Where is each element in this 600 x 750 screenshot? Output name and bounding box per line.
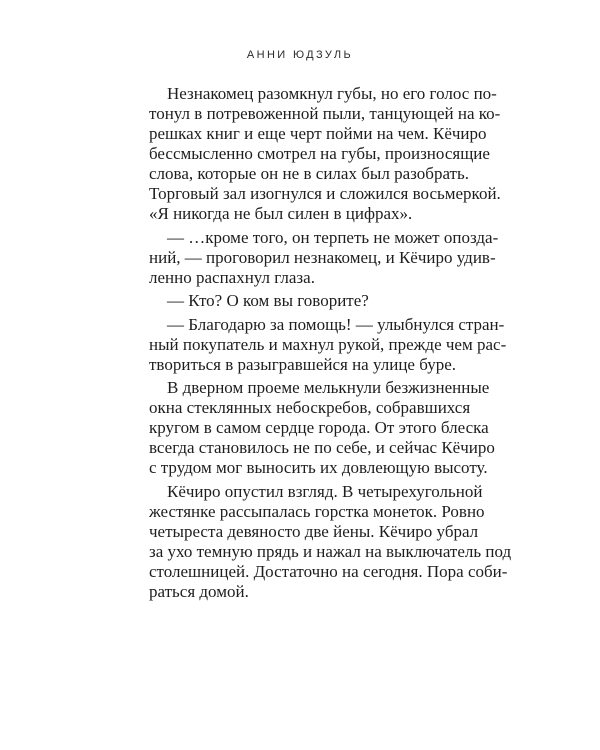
text-line: за ухо темную прядь и нажал на выключатель под — [149, 541, 512, 561]
paragraph-4 — [149, 314, 507, 375]
text-line: окна стеклянных небоскребов, собравшихся — [149, 398, 471, 417]
paragraph-2 — [149, 227, 499, 288]
paragraph-5 — [149, 378, 495, 478]
text-line: раться домой. — [149, 581, 249, 601]
text-line: жестянке рассыпалась горстка монеток. Ровно — [149, 501, 485, 521]
text-line: тонул в потревоженной пыли, танцующей на ко- — [149, 104, 501, 123]
text-line: всегда становилось не по себе, и сейчас Кёчиро — [149, 438, 495, 457]
text-line: Незнакомец разомкнул губы, но его голос по- — [167, 84, 497, 103]
text-line: слова, которые он не в силах был разобрать. — [149, 164, 469, 183]
text-line: «Я никогда не был силен в цифрах». — [149, 204, 413, 223]
text-line: столешницей. Достаточно на сегодня. Пора соби- — [149, 561, 508, 581]
running-head-author: АННИ ЮДЗУЛЬ — [246, 49, 354, 61]
paragraph-1 — [149, 84, 501, 224]
text-line: — Благодарю за помощь! — улыбнулся стран- — [167, 314, 505, 334]
text-line: твориться в разыгравшейся на улице буре. — [149, 354, 457, 374]
body-text — [149, 84, 512, 605]
text-line: ленно распахнул глаза. — [149, 267, 315, 287]
text-line: кругом в самом сердце города. От этого блеска — [149, 418, 489, 437]
text-line: ний, — проговорил незнакомец, и Кёчиро удив- — [149, 247, 496, 267]
text-line: решках книг и еще черт пойми на чем. Кёчиро — [149, 124, 487, 143]
text-line: Торговый зал изогнулся и сложился восьмеркой. — [149, 184, 501, 203]
text-line: с трудом мог выносить их довлеющую высоту. — [149, 458, 488, 477]
paragraph-6 — [149, 481, 512, 602]
text-line: В дверном проеме мелькнули безжизненные — [167, 378, 490, 397]
text-line: — Кто? О ком вы говорите? — [167, 291, 369, 310]
paragraph-3 — [149, 291, 469, 311]
text-line: ный покупатель и махнул рукой, прежде чем рас- — [149, 334, 507, 354]
text-line: — …кроме того, он терпеть не может опозда- — [167, 227, 499, 247]
text-line: четыреста девяносто две йены. Кёчиро убрал — [149, 521, 479, 541]
text-line: Кёчиро опустил взгляд. В четырехугольной — [167, 481, 483, 501]
text-line: бессмысленно смотрел на губы, произносящие — [149, 144, 490, 163]
